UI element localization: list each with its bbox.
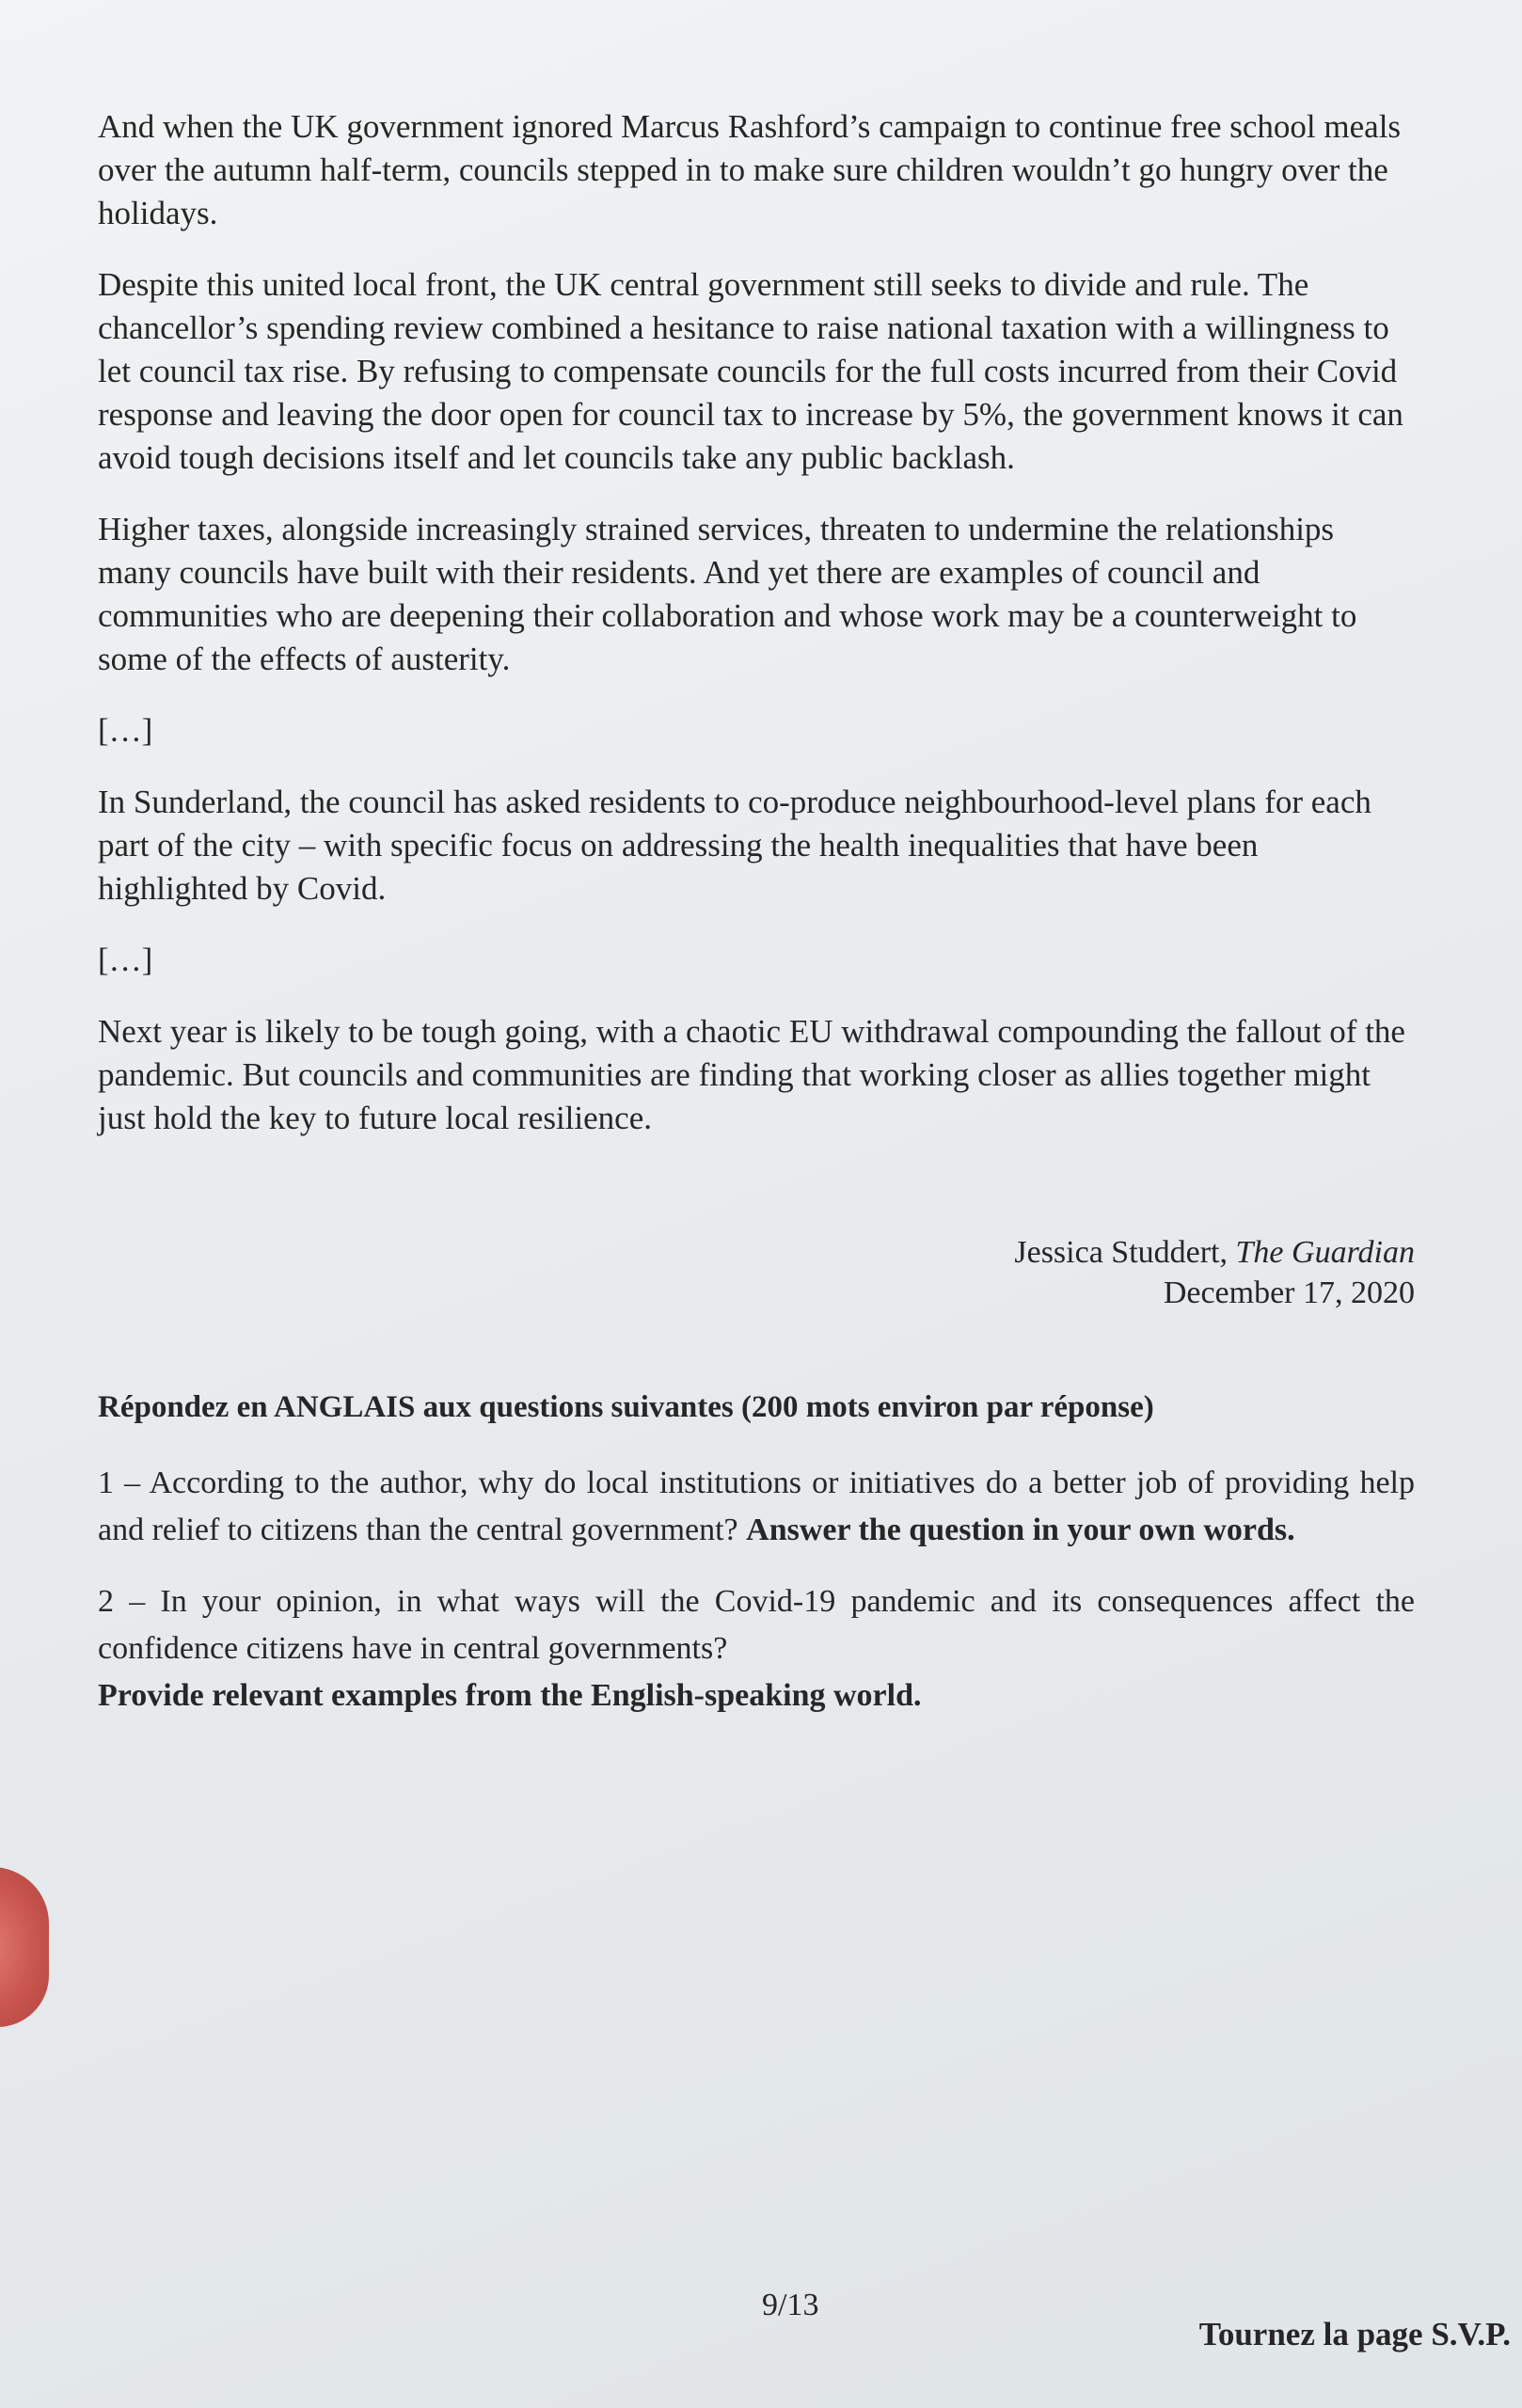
question-2-text: 2 – In your opinion, in what ways will the Covid-19 pandemic and its consequences affect the confidence citizens have in central governments? [98,1584,1415,1666]
author-line [98,1232,1415,1273]
article-paragraph-4: In Sunderland, the council has asked residents to co-produce neighbourhood-level plans for each part of the city – with specific focus on addressing the health inequalities that have been highlighted by Covid. [98,784,1371,907]
question-1-text: 1 – According to the author, why do local institutions or initiatives do a better job of providing help and relief to citizens than the central government? [98,1465,1415,1547]
publication-date: December 17, 2020 [1163,1275,1415,1310]
article-paragraph-3: Higher taxes, alongside increasingly strained services, threaten to undermine the relationships many councils have built with their residents. And yet there are examples of council and communities who are deepening their collaboration and whose work may be a counterweight to some of the effects of austerity. [98,511,1357,677]
article-paragraph-5: Next year is likely to be tough going, with a chaotic EU withdrawal compounding the fallout of the pandemic. But councils and communities are finding that working closer as allies together might just hold the key to future local resilience. [98,1013,1405,1136]
document-page [98,105,1415,1744]
exam-instructions: Répondez en ANGLAIS aux questions suivantes (200 mots environ par réponse) [98,1390,1154,1424]
page-number: 9/13 [762,2288,819,2322]
omission-marker-1: […] [98,712,153,749]
turn-page-note: Tournez la page S.V.P. [1198,2316,1511,2353]
question-2-emphasis: Provide relevant examples from the English-speaking world. [98,1678,922,1713]
publication-name: The Guardian [1235,1235,1415,1270]
article-paragraph-1: And when the UK government ignored Marcus Rashford’s campaign to continue free school meals over the autumn half-term, councils stepped in to make sure children wouldn’t go hungry over the holidays. [98,108,1402,231]
article-paragraph-2: Despite this united local front, the UK central government still seeks to divide and rule. The chancellor’s spending review combined a hesitance to raise national taxation with a willingness to let council tax rise. By refusing to compensate councils for the full costs incurred from their Covid response and leaving the door open for council tax to increase by 5%, the government knows it can avoid tough decisions itself and let councils take any public backlash. [98,266,1403,476]
question-1-emphasis: Answer the question in your own words. [746,1513,1295,1547]
article-byline [98,1232,1415,1313]
question-2 [98,1578,1415,1719]
finger-holding-page [0,1867,49,2027]
author-name: Jessica Studdert, [1014,1235,1229,1270]
question-1 [98,1460,1415,1554]
omission-marker-2: […] [98,942,153,978]
